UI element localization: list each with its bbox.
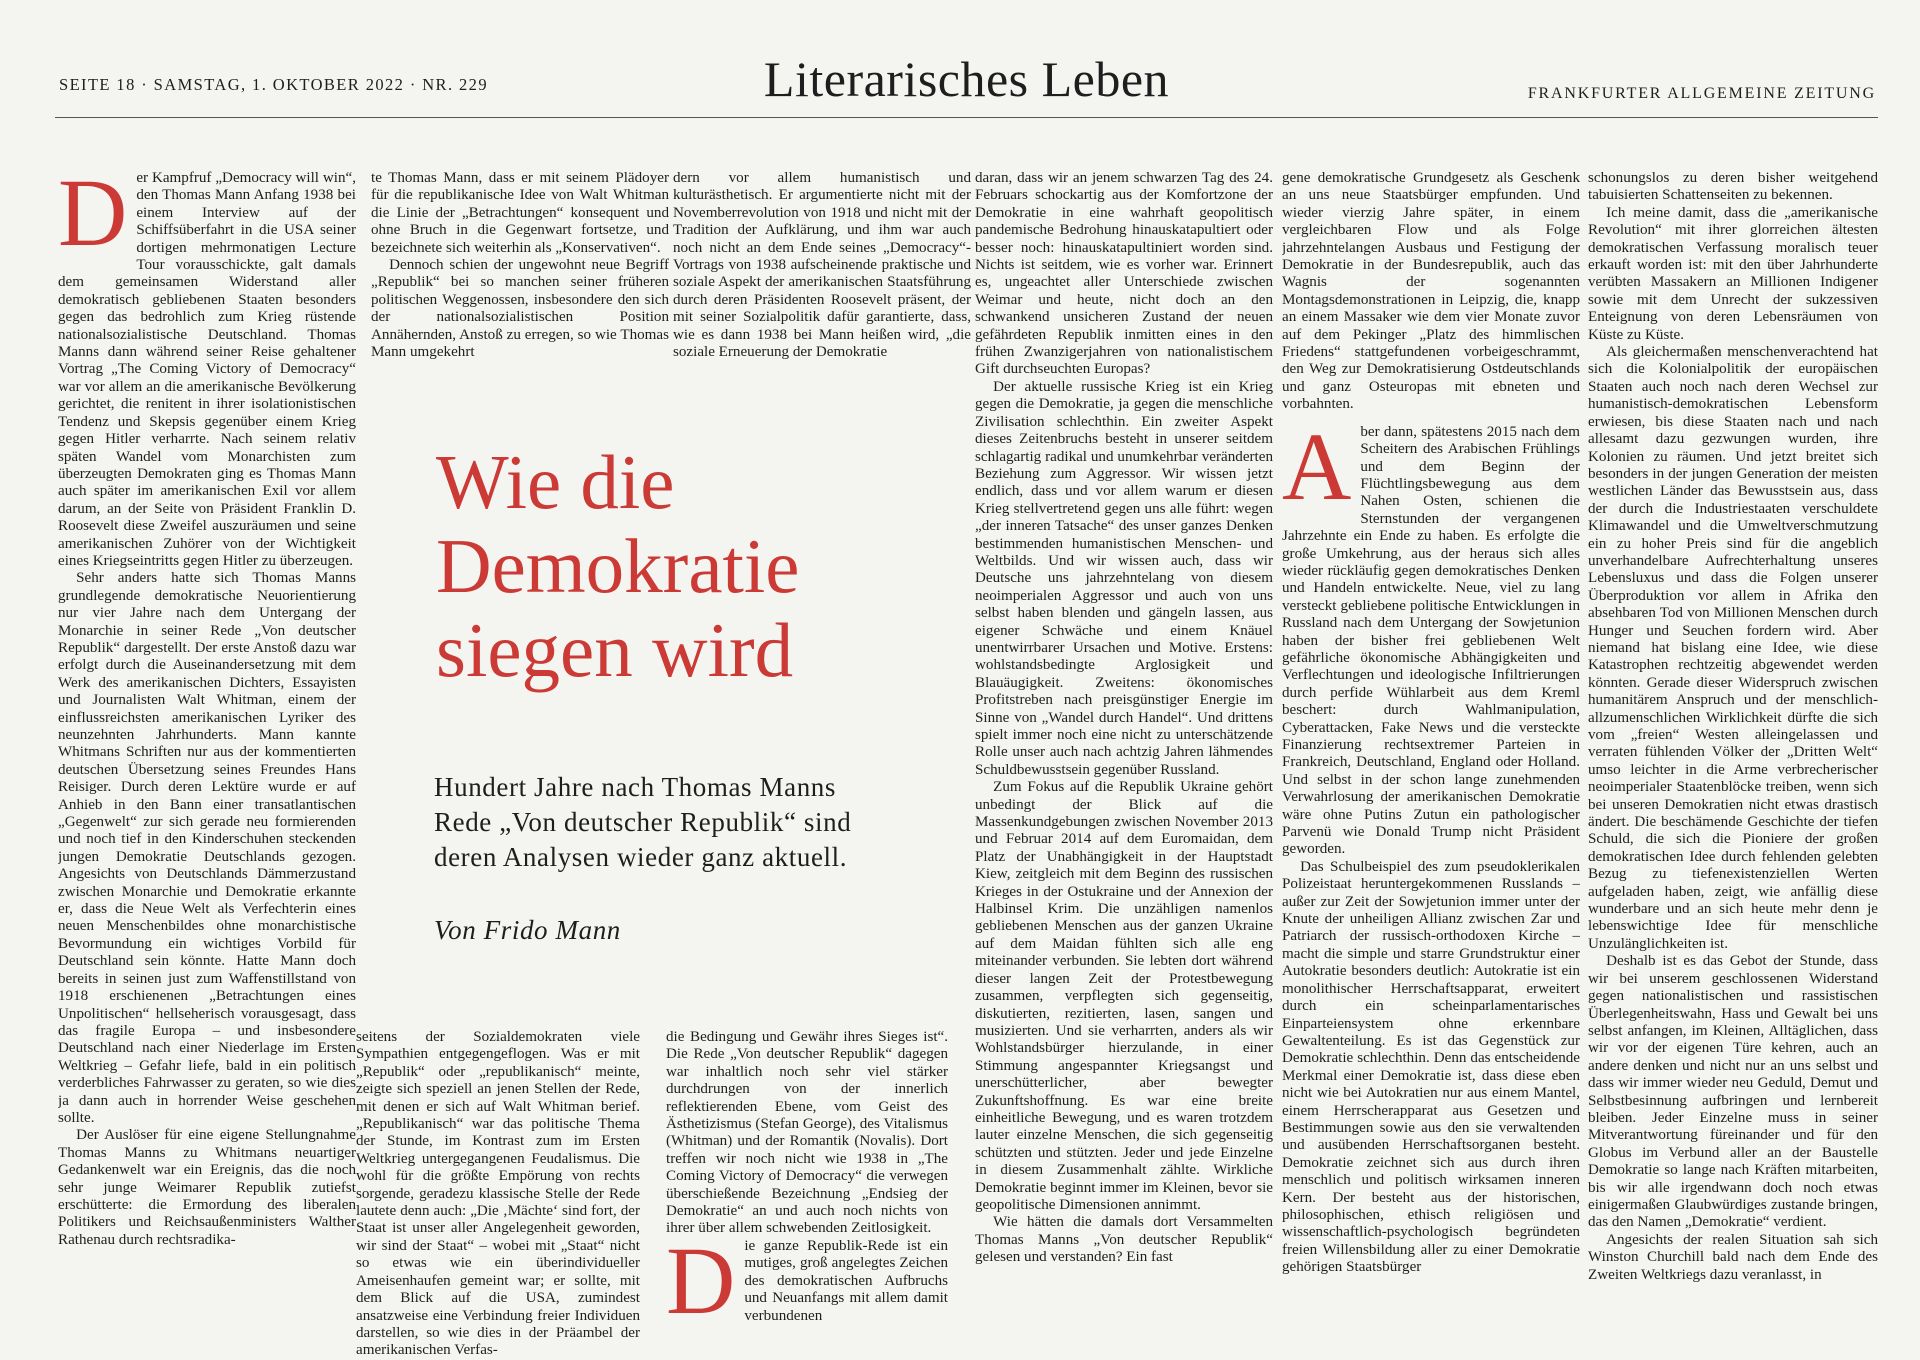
paragraph: te Thomas Mann, dass er mit seinem Plädoyer für die republikanische Idee von Walt Whitman die Linie der „Betrachtungen“ konsequent und ohne Bruch in die Gegenwart fortsetze, und bezeichnete sich weiterhin als „Konservativen“.	[371, 170, 669, 256]
article-column-4	[975, 170, 1273, 1360]
paragraph: seitens der Sozialdemokraten viele Sympathien entgegengeflogen. Was er mit „Republik“ oder „republikanisch“ meinte, zeigte sich speziell an jenen Stellen der Rede, mit denen er sich auf Walt Whitman berief. „Republikanisch“ war das politische Thema der Stunde, im Kontrast zum im Ersten Weltkrieg untergegangenen Feudalismus. Die wohl für die größte Empörung von rechts sorgende, geradezu klassische Stelle der Rede lautete denn auch: „Die ‚Mächte‘ sind fort, der Staat ist unser aller Angelegenheit geworden, wir sind der Staat“ – wobei mit „Staat“ nicht so etwas wie ein überindividueller Ameisenhaufen gemeint war; er sollte, mit dem Blick auf die USA, zumindest ansatzweise eine Verbindung freier Individuen darstellen, so wie dies in der Präambel der amerikanischen Verfas-	[356, 1029, 640, 1359]
paragraph: gene demokratische Grundgesetz als Geschenk an uns neue Staatsbürger empfunden. Und wieder vierzig Jahre später, in einem vergleichbaren Flow und als Folge jahrzehntelangen Ausbaus und Festigung der Demokratie in der Bundesrepublik, auch das Wagnis der sogenannten Montagsdemonstrationen in Leipzig, die, knapp an einem Massaker wie dem vier Monate zuvor auf dem Pekinger „Platz des himmlischen Friedens“ stattgefundenen vorbeigeschrammt, den Weg zur Demokratisierung Ostdeutschlands und ganz Osteuropas mit ebneten und vorbahnten.	[1282, 170, 1580, 413]
paragraph: dern vor allem humanistisch und kulturästhetisch. Er argumentierte nicht mit der Novemberrevolution von 1918 und nicht mit der Tradition der Aufklärung, und ihm war auch noch nicht an dem Ende seines „Democracy“-Vortrags von 1938 aufscheinende praktische und soziale Aspekt der amerikanischen Staatsführung durch deren Präsidenten Roosevelt präsent, der mit seiner Sozialpolitik dafür garantierte, dass, wie es dann 1938 bei Mann heißen wird, „die soziale Erneuerung der Demokratie	[673, 170, 971, 361]
newspaper-name: FRANKFURTER ALLGEMEINE ZEITUNG	[1527, 85, 1876, 102]
article-column-3-bottom	[666, 1029, 948, 1360]
drop-cap: D	[58, 170, 128, 266]
paragraph: Deshalb ist es das Gebot der Stunde, dass wir bei unserem geschlossenen Widerstand gegen nationalistischen und rassistischen Überlegenheitswahn, Hass und Gewalt bei uns selbst anfangen, im Kleinen, Alltäglichen, dass wir vor der eigenen Türe kehren, auch an andere denken und nicht nur an uns selbst und dass wir immer wieder neu Geduld, Demut und Selbstbesinnung aufbringen und lernbereit bleiben. Jeder Einzelne muss in seiner Mitverantwortung füreinander und für den Globus im Verbund aller an der Baustelle Demokratie so lange nach Kräften mitarbeiten, bis wir alle irgendwann doch noch etwas einigermaßen Glaubwürdiges zustande bringen, das den Namen „Demokratie“ verdient.	[1588, 953, 1878, 1231]
paragraph: Der aktuelle russische Krieg ist ein Krieg gegen die Demokratie, ja gegen die menschliche Zivilisation schlechthin. Ein zweiter Aspekt dieses Zeitenbruchs besteht in unserer seitdem schlagartig radikal und unumkehrbar veränderten Beziehung zum Aggressor. Wir wissen jetzt endlich, dass und vor allem warum er diesen Krieg stellvertretend gegen uns alle führt: wegen „der inneren Tatsache“ des unser ganzes Denken bestimmenden humanistischen Menschen- und Weltbilds. Und wir wissen auch, dass wir Deutsche uns jahrzehntelang von diesem neoimperialen Aggressor und auch von uns selbst haben blenden und gängeln lassen, aus eigener Schwäche und einem Knäuel unentwirrbarer Ursachen und Motive. Erstens: wohlstandsbedingte Arglosigkeit und Blauäugigkeit. Zweitens: ökonomisches Profitstreben nach preisgünstiger Energie im Sinne von „Wandel durch Handel“. Und drittens spielt immer noch eine nicht zu unterschätzende Rolle unser auch nach achtzig Jahren lähmendes Schuldbewusstsein gegenüber Russland.	[975, 378, 1273, 778]
paragraph: Sehr anders hatte sich Thomas Manns grundlegende demokratische Neuorientierung nur vier Jahre nach dem Untergang der Monarchie in seiner Rede „Von deutscher Republik“ dargestellt. Der erste Anstoß dazu war erfolgt durch die Auseinandersetzung mit dem Werk des amerikanischen Dichters, Essayisten und Journalisten Walt Whitman, einem der einflussreichsten amerikanischen Lyriker des neunzehnten Jahrhunderts. Mann kannte Whitmans Schriften nur aus der kommentierten deutschen Übersetzung seines Freundes Hans Reisiger. Durch deren Lektüre wurde er auf Anhieb in den Bann einer transatlantischen „Gegenwelt“ zur sich gerade neu formierenden und noch tief in den Kinderschuhen steckenden jungen Demokratie Deutschlands gezogen. Angesichts von Deutschlands Dämmerzustand zwischen Monarchie und Demokratie erkannte er, dass die Neue Welt als Verfechterin eines neuen Menschenbildes ohne monarchistische Bevormundung ein wichtiges Vorbild für Deutschland sein könnte. Hatte Mann doch bereits in seinen just zum Waffenstillstand von 1918 erschienenen „Betrachtungen eines Unpolitischen“ hellseherisch vorausgesagt, dass das fragile Europa – und insbesondere Deutschland nach einer Niederlage im Ersten Weltkrieg – Gefahr liefe, bald in ein politisch verderbliches Fahrwasser zu geraten, so wie dies ja dann auch in horrender Weise geschehen sollte.	[58, 570, 356, 1126]
paragraph: Das Schulbeispiel des zum pseudoklerikalen Polizeistaat heruntergekommenen Russlands – außer zur Zeit der Sowjetunion immer unter der Knute der unheiligen Allianz zwischen Zar und Patriarch der russisch-orthodoxen Kirche – macht die simple und starre Grundstruktur einer Autokratie besonders deutlich: Autokratie ist ein monolithischer Herrschaftsapparat, erweitert durch ein scheinparlamentarisches Einparteiensystem ohne erkennbare Gewaltenteilung. Es ist das Gegenstück zur Demokratie schlechthin. Denn das entscheidende Merkmal einer Demokratie ist, dass diese eben nicht wie bei Autokratien nur aus einem Mantel, einem Herrscherapparat aus Gesetzen und Bestimmungen sowie aus den sie verwaltenden und ausübenden Herrschaftsorganen besteht. Demokratie zeichnet sich aus durch ihren menschlich und politisch wirksamen inneren Kern. Der besteht aus der historischen, philosophischen, ethisch religiösen und wissenschaftlich-psychologisch begründeten freien Willensbildung aller zu einer Demokratie gehörigen Staatsbürger	[1282, 858, 1580, 1276]
paragraph: Der Auslöser für eine eigene Stellungnahme Thomas Manns zu Whitmans neuartiger Gedankenwelt war ein Ereignis, das die noch sehr junge Weimarer Republik zutiefst erschütterte: die Ermordung des liberalen Politikers und Reichsaußenministers Walther Rathenau durch rechtsradika-	[58, 1127, 356, 1248]
paragraph: daran, dass wir an jenem schwarzen Tag des 24. Februars schockartig aus der Komfortzone der Demokratie in eine wahrhaft geopolitisch pandemische Bedrohung hinauskatapultiert oder besser noch: hinauskatapultiniert worden sind. Nichts ist seitdem, wie es vorher war. Erinnert es, ungeachtet aller Unterschiede zwischen Weimar und heute, nicht doch an den schwankend unsicheren Zustand der neuen gefährdeten Republik inmitten eines in den frühen Zwanzigerjahren von nationalistischem Gift durchseuchten Europas?	[975, 170, 1273, 378]
drop-cap: A	[1282, 412, 1352, 520]
paragraph: er Kampfruf „Democracy will win“, den Thomas Mann Anfang 1938 bei einem Interview auf der Schiffsüberfahrt in die USA seiner dortigen mehrmonatigen Lecture Tour vorausschickte, galt damals dem gemeinsamen Widerstand aller demokratisch gebliebenen Staaten besonders gegen das bedrohlich zum Krieg rüstende nationalsozialistische Deutschland. Thomas Manns dann während seiner Reise gehaltener Vortrag „The Coming Victory of Democracy“ war vor allem an die amerikanische Bevölkerung gerichtet, die renitent in ihrer isolationistischen Tendenz und Skepsis gegenüber einem Krieg gegen Hitler verharrte. Nach seinem relativ späten Wandel vom Monarchisten zum überzeugten Demokraten ging es Thomas Mann auch später im amerikanischen Exil vor allem darum, an der Seite von Präsident Franklin D. Roosevelt diese Zweifel auszuräumen und seine amerikanischen Zuhörer von der Wichtigkeit eines Kriegseintritts gegen Hitler zu überzeugen.	[58, 170, 356, 569]
paragraph: Angesichts der realen Situation sah sich Winston Churchill bald nach dem Ende des Zweiten Weltkriegs dazu veranlasst, in	[1588, 1231, 1878, 1283]
paragraph: Ich meine damit, dass die „amerikanische Revolution“ mit ihrer glorreichen ältesten demokratischen Verfassung moralisch teuer erkauft worden ist: mit den über Jahrhunderte verübten Massakern an Millionen Indigener sowie mit dem Unrecht der sukzessiven Enteignung von deren Lebensräumen von Küste zu Küste.	[1588, 204, 1878, 343]
article-column-3-top	[673, 170, 971, 410]
deck: Hundert Jahre nach Thomas Manns Rede „Von deutscher Republik“ sind deren Analysen wieder ganz aktuell.	[434, 772, 852, 872]
paragraph: Als gleichermaßen menschenverachtend hat sich die Kolonialpolitik der europäischen Staaten auch noch nach deren Wechsel zur humanistisch-demokratischen Lebensform erwiesen, bis diese Staaten nach und nach allesamt dazu gezwungen wurden, ihre Kolonien zu räumen. Und jetzt breitet sich besonders in der jungen Generation der meisten westlichen Länder das Bewusstsein aus, dass der durch die Industriestaaten verschuldete Klimawandel und die Umweltverschmutzung ein zu hoher Preis sind für die angeblich unverhandelbare Aufrechterhaltung unseres Lebensluxus und dass die Folgen unserer Überproduktion vor allem in Afrika den absehbaren Tod von Millionen Menschen durch Hunger und Seuchen fordern wird. Aber niemand hat bislang eine Idee, wie diese Katastrophen rechtzeitig abgewendet werden könnten. Gerade dieser Widerspruch zwischen humanitärem Anspruch und der menschlich-allzumenschlichen Wirklichkeit dürfte die sich vom „freien“ Westen alleingelassen und verraten fühlenden Völker der „Dritten Welt“ umso leichter in die Arme verbrecherischer neoimperialer Staatenblöcke treiben, wenn sich bei unseren Demokratien nicht etwas drastisch ändert. Die beschämende Geschichte der tiefen Schuld, die sich die Pioniere der großen demokratischen Idee durch fehlenden gelebten Bezug zu tiefenexistenziellen Werten aufgeladen haben, zeigt, wie anfällig diese wunderbare und an sich heute mehr denn je lebenswichtige Idee für menschliche Unzulänglichkeiten ist.	[1588, 344, 1878, 952]
section-title: Literarisches Leben	[763, 51, 1170, 107]
drop-cap: D	[666, 1226, 736, 1334]
headline: Wie die Demokratie siegen wird	[436, 439, 800, 693]
paragraph: Wie hätten die damals dort Versammelten Thomas Manns „Von deutscher Republik“ gelesen und verstanden? Ein fast	[975, 1214, 1273, 1266]
paragraph: ber dann, spätestens 2015 nach dem Scheitern des Arabischen Frühlings und dem Beginn der Flüchtlingsbewegung aus dem Nahen Osten, schienen die Sternstunden der vergangenen Jahrzehnte ein Ende zu haben. Es erfolgte die große Umkehrung, aus der heraus sich alles wieder rückläufig gegen demokratisches Denken und Handeln entwickelte. Neue, viel zu lang versteckt gebliebene politische Entwicklungen in Russland nach dem Untergang der Sowjetunion haben der bisher frei gebliebenen Welt gefährliche ökonomische Abhängigkeiten und Verflechtungen und ideologische Infiltrierungen durch perfide Wühlarbeit aus dem Kreml beschert: durch Wahlmanipulation, Cyberattacken, Fake News und die versteckte Finanzierung rechtsextremer Parteien in Frankreich, Deutschland, England oder Holland. Und selbst in der schon lange zunehmenden Verwahrlosung der amerikanischen Demokratie wäre ohne Putins Zutun ein pathologischer Parvenü wie Donald Trump nicht Präsident geworden.	[1282, 423, 1580, 858]
article-column-6	[1588, 170, 1878, 1360]
article-column-2-top	[371, 170, 669, 410]
paragraph: schonungslos zu deren bisher weitgehend tabuisierten Schattenseiten zu bekennen.	[1588, 170, 1878, 204]
article-column-1	[58, 170, 356, 1360]
paragraph: die Bedingung und Gewähr ihres Sieges ist“. Die Rede „Von deutscher Republik“ dagegen war inhaltlich noch sehr viel stärker durchdrungen von der innerlich reflektierenden Ebene, vom Geist des Ästhetizismus (Stefan George), des Vitalismus (Whitman) und der Romantik (Novalis). Dort treffen wir noch nicht wie 1938 in „The Coming Victory of Democracy“ die verwegen überschießende Bezeichnung „Endsieg der Demokratie“ an und auch noch nichts von ihrer über allem schwebenden Zeitlosigkeit.	[666, 1029, 948, 1237]
paragraph: Zum Fokus auf die Republik Ukraine gehört unbedingt der Blick auf die Massenkundgebungen zwischen November 2013 und Februar 2014 auf dem Euromaidan, dem Platz der Unabhängigkeit in der Hauptstadt Kiew, zeitgleich mit dem Beginn des russischen Krieges in der Ostukraine und der Annexion der Halbinsel Krim. Die unzähligen namenlos gebliebenen Menschen aus der ganzen Ukraine auf dem Maidan fühlten sich alle eng miteinander verbunden. Sie lebten dort während dieser langen Zeit der Protestbewegung zusammen, verpflegten sich gegenseitig, diskutierten, rezitierten, lasen, sangen und musizierten. Und sie verharrten, anders als wir Wohlstandsbürger hierzulande, in einer Stimmung angespannter Kriegsangst und unerschütterlicher, aber bewegter Zukunftshoffnung. Es war eine breite einheitliche Bewegung, und es waren trotzdem lauter einzelne Menschen, die sich gegenseitig schützten und stützten. Jeder und jede Einzelne in diesem Zusammenhalt zählte. Wirkliche Demokratie beginnt immer im Kleinen, bevor sie geopolitische Dimensionen annimmt.	[975, 779, 1273, 1213]
paragraph: Dennoch schien der ungewohnt neue Begriff „Republik“ bei so manchen seiner früheren politischen Weggenossen, insbesondere den sich der nationalsozialistischen Position Annähernden, Anstoß zu erregen, so wie Thomas Mann umgekehrt	[371, 257, 669, 361]
masthead-rule	[55, 117, 1878, 118]
byline: Von Frido Mann	[434, 915, 621, 945]
masthead	[55, 48, 1878, 118]
article-column-5	[1282, 170, 1580, 1360]
article-column-2-bottom	[356, 1029, 640, 1360]
page-info: SEITE 18 · SAMSTAG, 1. OKTOBER 2022 · NR. 229	[59, 75, 488, 94]
paragraph: ie ganze Republik-Rede ist ein mutiges, groß angelegtes Zeichen des demokratischen Aufbruchs und Neuanfangs mit allem damit verbundenen	[744, 1237, 948, 1324]
